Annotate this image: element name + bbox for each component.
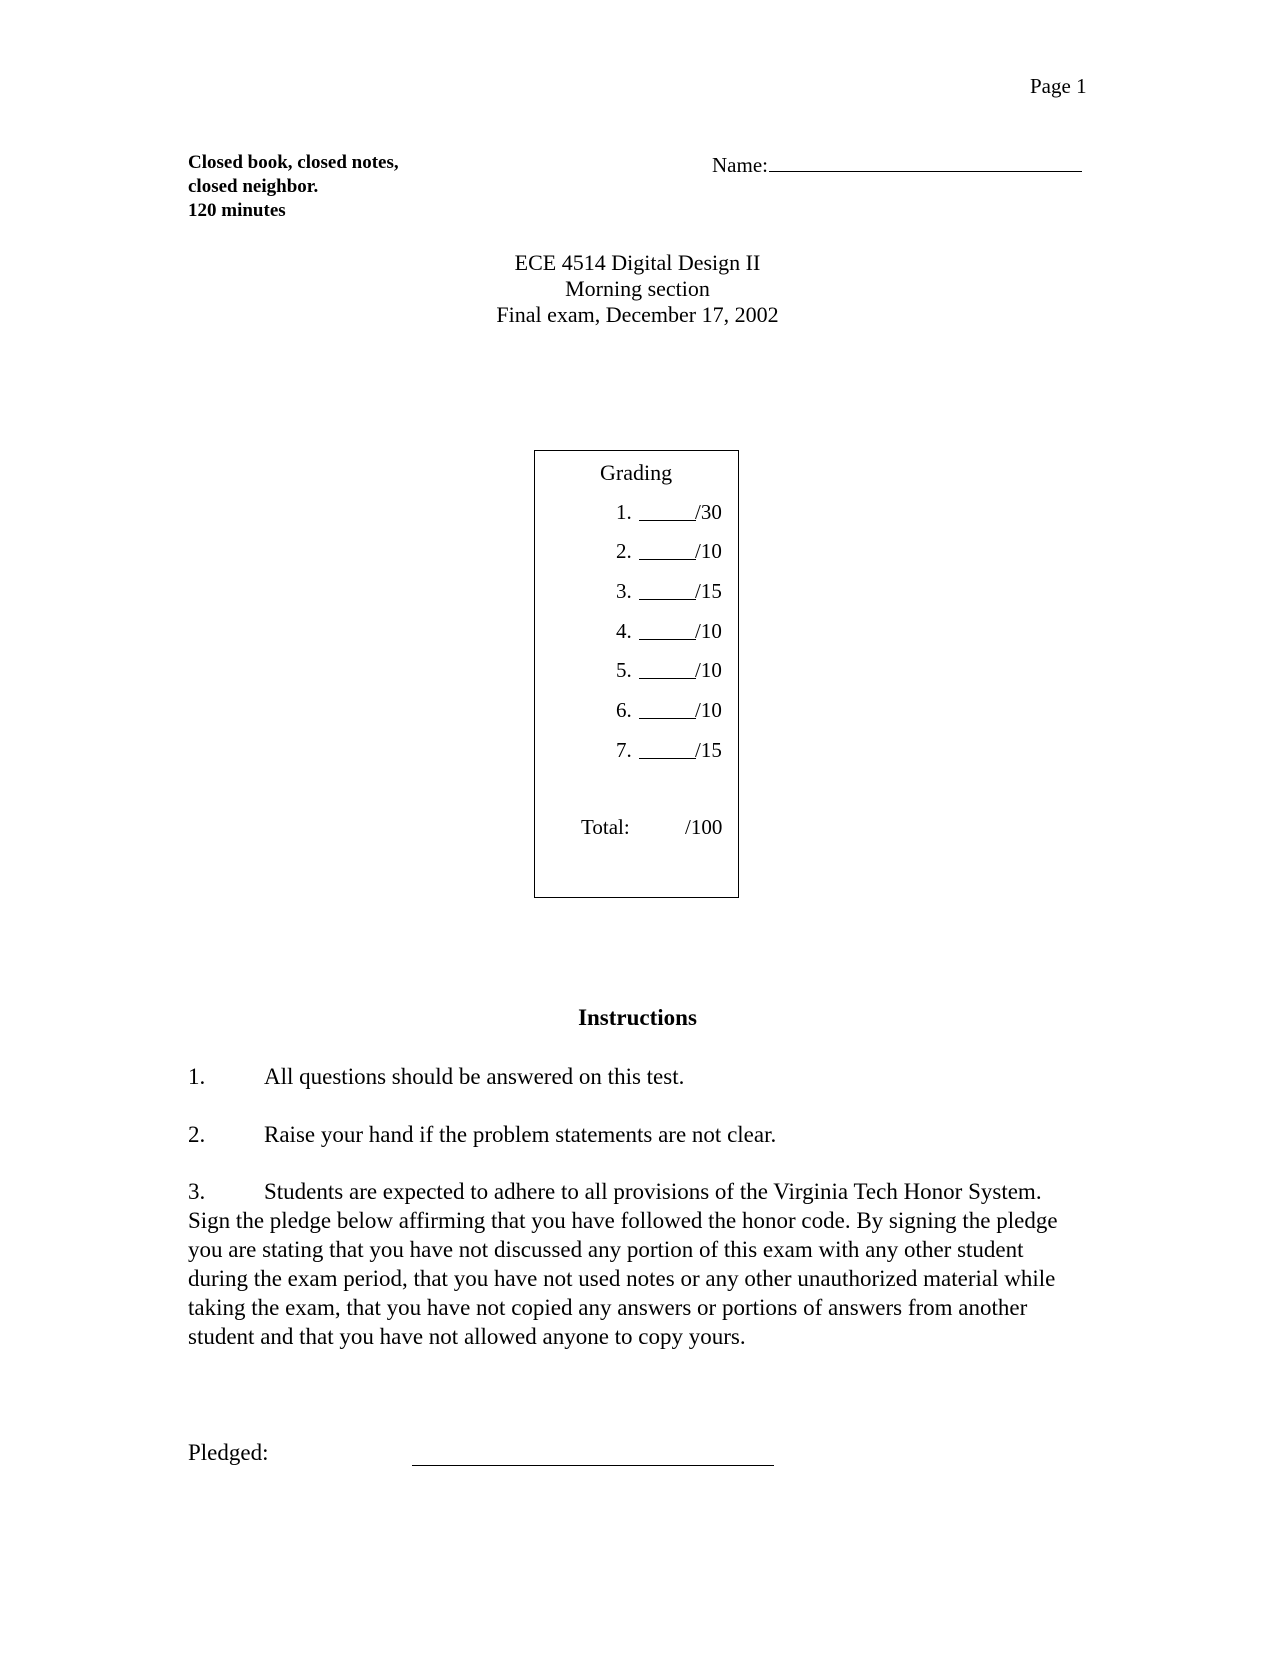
grading-box: [534, 450, 739, 898]
exam-title: [0, 250, 1275, 328]
grade-max: /10: [695, 619, 722, 643]
grade-max: /10: [695, 539, 722, 563]
instruction-number: 3.: [188, 1179, 206, 1204]
grade-max: /10: [695, 658, 722, 682]
instruction-number: 2.: [188, 1122, 206, 1147]
rule-line: closed neighbor.: [188, 176, 319, 197]
instruction-item: [188, 1120, 1088, 1149]
score-blank[interactable]: [639, 738, 696, 759]
grade-number: 1.: [616, 500, 632, 524]
rule-line: 120 minutes: [188, 200, 286, 221]
score-blank[interactable]: [639, 539, 696, 560]
section-title: Morning section: [565, 276, 710, 301]
score-blank[interactable]: [639, 658, 696, 679]
name-label: Name:: [712, 153, 768, 177]
grade-number: 2.: [616, 539, 632, 563]
grade-number: 7.: [616, 738, 632, 762]
instruction-item: [188, 1177, 1088, 1351]
score-blank[interactable]: [639, 619, 696, 640]
exam-date: Final exam, December 17, 2002: [496, 302, 779, 327]
grade-max: /15: [695, 738, 722, 762]
instruction-text: Students are expected to adhere to all provisions of the Virginia Tech Honor System. Sign the pledge below affirming that you have followed the honor code. By signing the pledge you are stating that you have not discussed any portion of this exam with any other student during the exam period, that you have not used notes or any other unauthorized material while taking the exam, that you have not copied any answers or portions of answers from another student and that you have not allowed anyone to copy yours.: [188, 1179, 1058, 1349]
grade-number: 5.: [616, 658, 632, 682]
pledge-label: Pledged:: [188, 1440, 269, 1465]
grade-max: /30: [695, 500, 722, 524]
total-label: Total:: [581, 815, 630, 839]
instructions-heading: Instructions: [578, 1005, 697, 1030]
name-blank-line[interactable]: [769, 151, 1082, 172]
score-blank[interactable]: [639, 698, 696, 719]
course-title: ECE 4514 Digital Design II: [514, 250, 761, 275]
exam-rules: [188, 151, 399, 223]
grade-number: 3.: [616, 579, 632, 603]
score-blank[interactable]: [639, 579, 696, 600]
instruction-text: All questions should be answered on this test.: [264, 1064, 685, 1089]
instruction-item: [188, 1062, 1088, 1091]
instruction-text: Raise your hand if the problem statements are not clear.: [264, 1122, 777, 1147]
grade-max: /15: [695, 579, 722, 603]
pledge-signature-line[interactable]: [412, 1465, 774, 1466]
instruction-number: 1.: [188, 1064, 206, 1089]
score-blank[interactable]: [639, 500, 696, 521]
total-max: /100: [685, 815, 723, 839]
grade-max: /10: [695, 698, 722, 722]
name-field[interactable]: [712, 151, 1082, 178]
grading-title: Grading: [600, 460, 673, 485]
rule-line: Closed book, closed notes,: [188, 152, 399, 173]
grade-number: 4.: [616, 619, 632, 643]
page-number: Page 1: [1030, 74, 1087, 98]
grade-number: 6.: [616, 698, 632, 722]
